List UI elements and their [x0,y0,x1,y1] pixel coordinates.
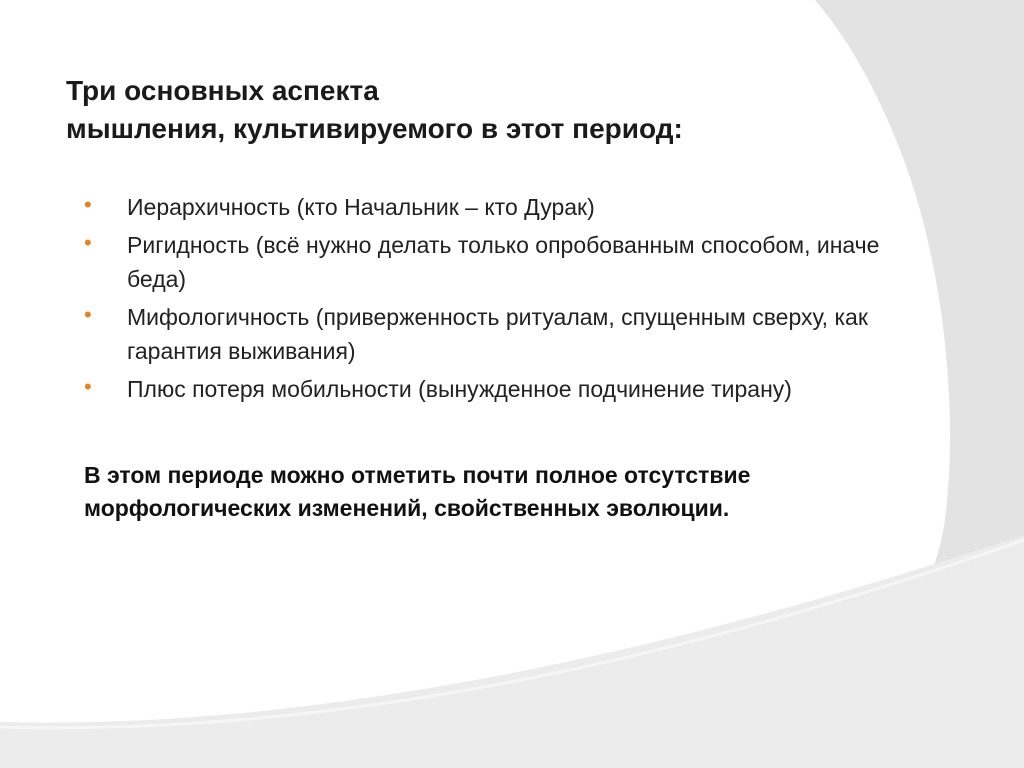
bullet-item [84,228,944,296]
bullet-list [84,190,944,410]
bullet-icon: • [84,230,92,255]
bullet-text: Плюс потеря мобильности (вынужденное подчинение тирану) [127,376,792,402]
slide-title [66,72,926,148]
title-line-1: Три основных аспекта [66,75,379,106]
bullet-item [84,300,944,368]
bullet-icon: • [84,302,92,327]
bullet-text: Иерархичность (кто Начальник – кто Дурак) [127,194,595,220]
bullet-text: Мифологичность (приверженность ритуалам, спущенным сверху, как гарантия выживания) [127,304,868,364]
bullet-item [84,190,944,224]
bullet-item [84,372,944,406]
bullet-text: Ригидность (всё нужно делать только опробованным способом, иначе беда) [127,232,880,292]
title-line-2: мышления, культивируемого в этот период: [66,113,683,144]
bullet-icon: • [84,192,92,217]
bullet-icon: • [84,374,92,399]
conclusion-text: В этом периоде можно отметить почти полное отсутствие морфологических изменений, свойственных эволюции. [84,462,751,521]
